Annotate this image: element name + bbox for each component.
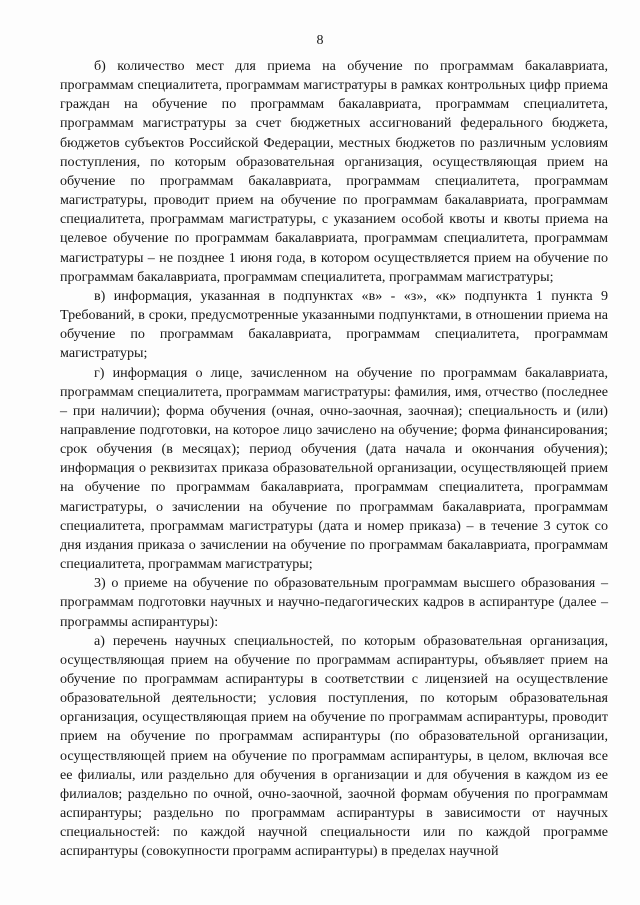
paragraph-a-specialties-list: а) перечень научных специальностей, по которым образовательная организация, осуществляющая прием на обучение по программам аспирантуры, объявляет прием на обучение по программам аспирантуры в соответствии с лицензией на осуществление образовательной деятельности; условия поступления, по которым образовательная организация, осуществляющая прием на обучение по программам аспирантуры, проводит прием на обучение по программам аспирантуры (по образовательной организации, осуществляющей прием на обучение по программам аспирантуры, в целом, включая все ее филиалы, или раздельно для обучения в организации и для обучения в каждом из ее филиалов; раздельно по очной, очно-заочной, заочной формам обучения по программам аспирантуры; раздельно по программам аспирантуры в зависимости от научных специальностей: по каждой научной специальности или по каждой программе аспирантуры (совокупности программ аспирантуры) в пределах научной [60, 632, 608, 860]
paragraph-g-enrolled-person: г) информация о лице, зачисленном на обучение по программам бакалавриата, программам специалитета, программам магистратуры: фамилия, имя, отчество (последнее – при наличии); форма обучения (очная, очно-заочная, заочная); специальность и (или) направление подготовки, на которое лицо зачислено на обучение; форма финансирования; срок обучения (в месяцах); период обучения (дата начала и окончания обучения); информация о реквизитах приказа образовательной организации, осуществляющей прием на обучение по программам бакалавриата, программам специалитета, программам магистратуры, о зачислении на обучение по программам бакалавриата, программам специалитета, программам магистратуры (дата и номер приказа) – в течение 3 суток со дня издания приказа о зачислении на обучение по программам бакалавриата, программам специалитета, программам магистратуры; [60, 364, 608, 573]
document-body [60, 57, 608, 862]
paragraph-3-postgraduate-admission: 3) о приеме на обучение по образовательным программам высшего образования – программам подготовки научных и научно-педагогических кадров в аспирантуре (далее – программы аспирантуры): [60, 575, 608, 630]
page-number: 8 [316, 33, 324, 48]
paragraph-b-places-count: б) количество мест для приема на обучение по программам бакалавриата, программам специалитета, программам магистратуры в рамках контрольных цифр приема граждан на обучение по программам бакалавриата, программам специалитета, программам магистратуры за счет бюджетных ассигнований федерального бюджета, бюджетов субъектов Российской Федерации, местных бюджетов по различным условиям поступления, по которым образовательная организация, осуществляющая прием на обучение по программам бакалавриата, программам специалитета, программам магистратуры, проводит прием на обучение по программам бакалавриата, программам специалитета, программам магистратуры, с указанием особой квоты и квоты приема на целевое обучение по программам бакалавриата, программам специалитета, программам магистратуры – не позднее 1 июня года, в котором осуществляется прием на обучение по программам бакалавриата, программам специалитета, программам магистратуры; [60, 58, 608, 285]
paragraph-v-information: в) информация, указанная в подпунктах «в» - «з», «к» подпункта 1 пункта 9 Требований, в сроки, предусмотренные указанными подпунктами, в отношении приема на обучение по программам бакалавриата, программам специалитета, программам магистратуры; [60, 287, 608, 362]
